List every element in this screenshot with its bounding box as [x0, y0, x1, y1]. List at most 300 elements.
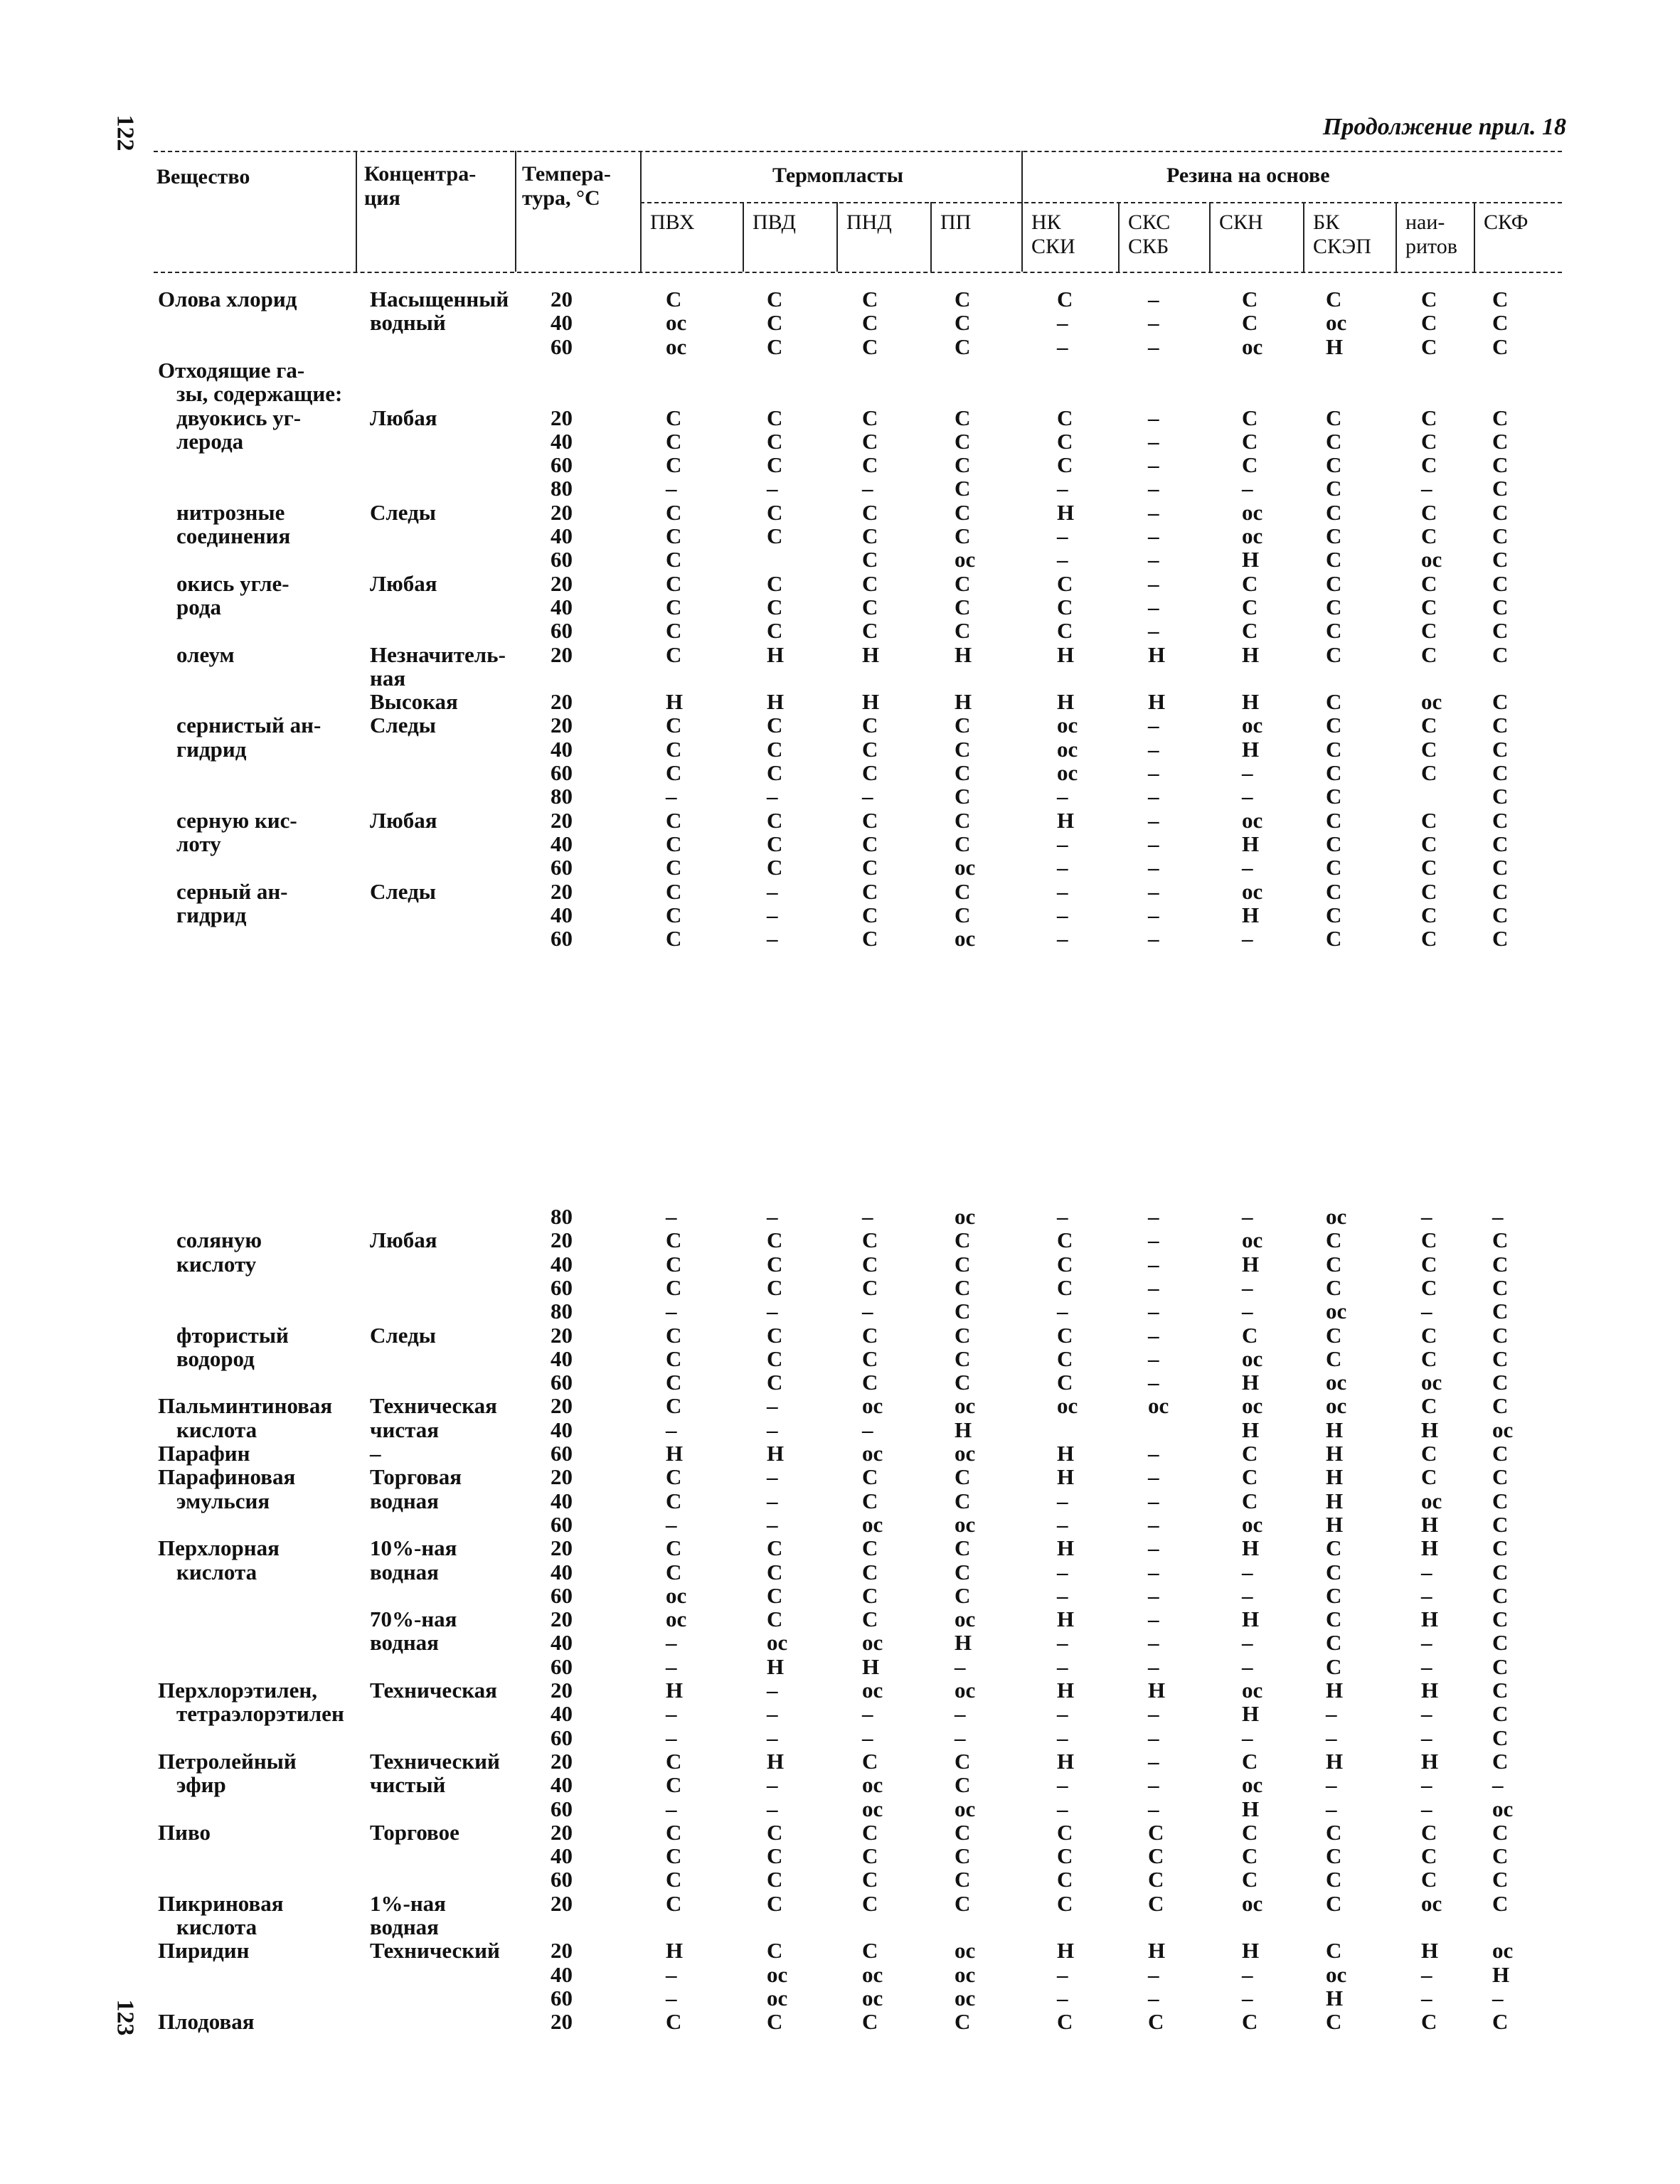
value-cell: ос: [862, 1772, 883, 1798]
value-cell: С: [1326, 405, 1342, 430]
value-cell: –: [666, 1725, 677, 1750]
value-cell: С: [1492, 1748, 1509, 1774]
value-cell: С: [862, 902, 878, 927]
value-cell: С: [1492, 594, 1509, 619]
value-cell: –: [1242, 1985, 1253, 2010]
value-cell: ос: [955, 1441, 976, 1466]
value-cell: С: [1492, 1630, 1509, 1656]
value-cell: –: [767, 902, 778, 927]
value-cell: С: [767, 594, 783, 619]
value-cell: С: [1492, 713, 1509, 738]
substance-cell: Пиво: [158, 1819, 211, 1845]
value-cell: С: [862, 499, 878, 525]
temperature-cell: 20: [551, 1464, 573, 1490]
value-cell: С: [955, 713, 971, 738]
value-cell: Н: [1326, 1417, 1344, 1442]
value-cell: –: [1148, 523, 1159, 548]
column-header-9: СКФ: [1484, 211, 1529, 234]
value-cell: С: [1492, 1464, 1509, 1490]
value-cell: С: [767, 618, 783, 644]
value-cell: Н: [862, 1653, 880, 1679]
value-cell: –: [1242, 926, 1253, 952]
temperature-cell: 60: [551, 1796, 573, 1821]
value-cell: С: [1492, 1227, 1509, 1253]
value-cell: С: [1057, 1370, 1073, 1395]
temperature-cell: 60: [551, 926, 573, 952]
value-cell: –: [767, 1488, 778, 1513]
substance-cell: Парафин: [158, 1441, 250, 1466]
value-cell: С: [1242, 310, 1258, 336]
value-cell: С: [955, 807, 971, 833]
temperature-cell: 60: [551, 618, 573, 644]
value-cell: ос: [767, 1985, 788, 2010]
value-cell: –: [1326, 1796, 1337, 1821]
value-cell: Н: [1057, 499, 1075, 525]
value-cell: С: [955, 570, 971, 596]
value-cell: –: [1148, 405, 1159, 430]
value-cell: –: [1057, 1772, 1068, 1798]
value-cell: С: [767, 807, 783, 833]
temperature-cell: 40: [551, 902, 573, 927]
value-cell: ос: [1242, 523, 1263, 548]
value-cell: Н: [1057, 1938, 1075, 1964]
value-cell: С: [862, 1867, 878, 1892]
value-cell: С: [1242, 570, 1258, 596]
value-cell: С: [1421, 594, 1437, 619]
temperature-cell: 60: [551, 1511, 573, 1537]
value-cell: С: [666, 1488, 682, 1513]
temperature-cell: 20: [551, 2009, 573, 2035]
value-cell: С: [1057, 618, 1073, 644]
value-cell: Н: [1421, 1417, 1439, 1442]
page-number-top: 122: [112, 114, 139, 151]
value-cell: –: [1421, 1772, 1432, 1798]
col-divider: [743, 202, 744, 272]
value-cell: С: [767, 1535, 783, 1561]
value-cell: –: [1242, 1274, 1253, 1300]
value-cell: С: [1421, 1441, 1437, 1466]
value-cell: –: [862, 1299, 873, 1324]
header-top-rule: [154, 151, 1562, 152]
temperature-cell: 40: [551, 1772, 573, 1798]
header-temperature-1: Темпера-: [522, 162, 611, 186]
value-cell: С: [1421, 1274, 1437, 1300]
temperature-cell: 20: [551, 1393, 573, 1419]
value-cell: ос: [955, 1678, 976, 1703]
value-cell: –: [1242, 855, 1253, 880]
value-cell: С: [1057, 1274, 1073, 1300]
value-cell: С: [955, 878, 971, 904]
value-cell: С: [1326, 641, 1342, 667]
value-cell: С: [767, 1843, 783, 1869]
value-cell: –: [1148, 570, 1159, 596]
substance-cell: фтористый: [176, 1322, 289, 1348]
value-cell: С: [955, 1322, 971, 1348]
value-cell: С: [955, 405, 971, 430]
value-cell: Н: [1242, 1701, 1260, 1727]
col-divider: [930, 202, 932, 272]
column-header-0: ПВХ: [650, 211, 695, 234]
value-cell: С: [1326, 287, 1342, 311]
value-cell: С: [666, 713, 682, 738]
value-cell: С: [862, 594, 878, 619]
value-cell: Н: [1148, 689, 1166, 715]
concentration-cell: Техническая: [370, 1678, 497, 1703]
value-cell: С: [666, 641, 682, 667]
value-cell: С: [666, 523, 682, 548]
substance-cell: кислота: [176, 1914, 257, 1939]
value-cell: –: [1148, 1274, 1159, 1300]
value-cell: С: [767, 499, 783, 525]
value-cell: С: [955, 1867, 971, 1892]
value-cell: –: [767, 1299, 778, 1324]
value-cell: С: [1326, 1630, 1342, 1656]
value-cell: С: [862, 310, 878, 336]
value-cell: С: [862, 1346, 878, 1371]
column-header-1: ПВД: [753, 211, 796, 234]
col-divider: [1021, 151, 1023, 272]
value-cell: С: [1326, 452, 1342, 478]
value-cell: –: [1148, 476, 1159, 501]
value-cell: С: [955, 523, 971, 548]
value-cell: С: [666, 1370, 682, 1395]
concentration-cell: 10%-ная: [370, 1535, 457, 1561]
temperature-cell: 20: [551, 570, 573, 596]
value-cell: С: [666, 1819, 682, 1845]
value-cell: ос: [666, 310, 687, 336]
value-cell: С: [1421, 1867, 1437, 1892]
value-cell: С: [666, 452, 682, 478]
value-cell: –: [1148, 499, 1159, 525]
value-cell: С: [862, 1227, 878, 1253]
value-cell: С: [1421, 878, 1437, 904]
substance-cell: рода: [176, 594, 222, 619]
value-cell: ос: [1326, 1961, 1347, 1987]
temperature-cell: 60: [551, 1274, 573, 1300]
value-cell: Н: [1421, 1938, 1439, 1964]
value-cell: ос: [1242, 1393, 1263, 1419]
temperature-cell: 20: [551, 1748, 573, 1774]
value-cell: –: [1421, 1630, 1432, 1656]
value-cell: С: [767, 831, 783, 856]
value-cell: –: [862, 1417, 873, 1442]
concentration-cell: водная: [370, 1559, 439, 1584]
concentration-cell: Торговое: [370, 1819, 459, 1845]
column-header-5: СКС: [1128, 211, 1171, 234]
value-cell: С: [1421, 902, 1437, 927]
value-cell: С: [1242, 594, 1258, 619]
value-cell: С: [862, 807, 878, 833]
value-cell: С: [1326, 855, 1342, 880]
value-cell: С: [1326, 926, 1342, 952]
value-cell: С: [1492, 334, 1509, 359]
temperature-cell: 40: [551, 594, 573, 619]
value-cell: С: [767, 1607, 783, 1632]
value-cell: С: [862, 1535, 878, 1561]
value-cell: Н: [767, 689, 785, 715]
value-cell: ос: [862, 1511, 883, 1537]
value-cell: –: [666, 1701, 677, 1727]
temperature-cell: 40: [551, 1346, 573, 1371]
value-cell: ос: [1242, 807, 1263, 833]
value-cell: С: [1421, 334, 1437, 359]
temperature-cell: 60: [551, 1985, 573, 2010]
value-cell: С: [955, 1274, 971, 1300]
value-cell: С: [666, 736, 682, 762]
column-header-7: СКЭП: [1313, 235, 1371, 258]
value-cell: С: [955, 452, 971, 478]
value-cell: –: [767, 1725, 778, 1750]
value-cell: С: [1421, 618, 1437, 644]
value-cell: С: [1242, 1819, 1258, 1845]
value-cell: –: [1242, 1204, 1253, 1229]
substance-cell: Олова хлорид: [158, 287, 297, 311]
value-cell: С: [1057, 287, 1073, 311]
value-cell: С: [1148, 1819, 1164, 1845]
value-cell: ос: [767, 1630, 788, 1656]
value-cell: С: [1057, 594, 1073, 619]
value-cell: –: [1057, 784, 1068, 809]
concentration-cell: Следы: [370, 713, 437, 738]
substance-cell: кислоту: [176, 1251, 257, 1277]
value-cell: С: [1492, 1322, 1509, 1348]
value-cell: С: [1326, 2009, 1342, 2035]
value-cell: Н: [1057, 1748, 1075, 1774]
continuation-title: Продолжение прил. 18: [1322, 114, 1566, 140]
value-cell: ос: [955, 1511, 976, 1537]
value-cell: –: [955, 1701, 966, 1727]
value-cell: С: [1492, 452, 1509, 478]
column-header-2: ПНД: [846, 211, 892, 234]
value-cell: –: [1057, 1630, 1068, 1656]
value-cell: –: [666, 1630, 677, 1656]
value-cell: –: [1148, 287, 1159, 311]
value-cell: С: [1421, 452, 1437, 478]
value-cell: ос: [955, 1204, 976, 1229]
value-cell: С: [1057, 428, 1073, 454]
concentration-cell: 70%-ная: [370, 1607, 457, 1632]
value-cell: С: [955, 428, 971, 454]
value-cell: –: [767, 878, 778, 904]
value-cell: С: [1492, 878, 1509, 904]
value-cell: –: [1326, 1772, 1337, 1798]
substance-cell: Пиридин: [158, 1938, 250, 1964]
value-cell: С: [767, 523, 783, 548]
value-cell: –: [1057, 1299, 1068, 1324]
value-cell: С: [666, 287, 682, 311]
value-cell: –: [767, 476, 778, 501]
value-cell: –: [1148, 1559, 1159, 1584]
value-cell: ос: [862, 1678, 883, 1703]
value-cell: –: [1148, 1630, 1159, 1656]
temperature-cell: 60: [551, 1582, 573, 1608]
value-cell: С: [666, 428, 682, 454]
value-cell: С: [666, 1274, 682, 1300]
value-cell: С: [767, 1227, 783, 1253]
value-cell: –: [1148, 1653, 1159, 1679]
value-cell: Н: [1242, 547, 1260, 572]
value-cell: –: [955, 1725, 966, 1750]
value-cell: –: [1421, 1559, 1432, 1584]
value-cell: С: [1326, 523, 1342, 548]
value-cell: С: [1326, 1535, 1342, 1561]
value-cell: –: [1148, 831, 1159, 856]
value-cell: –: [1057, 1725, 1068, 1750]
value-cell: С: [1421, 310, 1437, 336]
value-cell: –: [666, 1204, 677, 1229]
value-cell: С: [955, 1370, 971, 1395]
substance-cell: олеум: [176, 641, 235, 667]
value-cell: С: [767, 1867, 783, 1892]
concentration-cell: Насыщенный: [370, 287, 509, 311]
value-cell: –: [1057, 878, 1068, 904]
value-cell: С: [767, 452, 783, 478]
value-cell: С: [1242, 428, 1258, 454]
value-cell: –: [1242, 1559, 1253, 1584]
value-cell: –: [1057, 1701, 1068, 1727]
value-cell: –: [666, 476, 677, 501]
value-cell: –: [1326, 1701, 1337, 1727]
value-cell: С: [1326, 1251, 1342, 1277]
value-cell: ос: [1421, 1370, 1442, 1395]
value-cell: ос: [1421, 1890, 1442, 1916]
value-cell: –: [1148, 1322, 1159, 1348]
value-cell: Н: [1421, 1607, 1439, 1632]
value-cell: –: [1148, 334, 1159, 359]
value-cell: С: [767, 310, 783, 336]
substance-cell: водород: [176, 1346, 255, 1371]
value-cell: Н: [862, 689, 880, 715]
value-cell: ос: [1057, 1393, 1078, 1419]
value-cell: С: [1421, 499, 1437, 525]
value-cell: –: [1057, 1204, 1068, 1229]
value-cell: –: [1492, 1985, 1504, 2010]
value-cell: С: [767, 1346, 783, 1371]
value-cell: С: [1492, 1701, 1509, 1727]
value-cell: С: [1421, 523, 1437, 548]
value-cell: –: [1148, 736, 1159, 762]
temperature-cell: 60: [551, 1867, 573, 1892]
value-cell: С: [1421, 1346, 1437, 1371]
value-cell: С: [1326, 1346, 1342, 1371]
value-cell: С: [1421, 570, 1437, 596]
value-cell: С: [1492, 1559, 1509, 1584]
value-cell: С: [1492, 287, 1509, 311]
value-cell: –: [1148, 1488, 1159, 1513]
value-cell: –: [1421, 1299, 1432, 1324]
value-cell: –: [1421, 1204, 1432, 1229]
value-cell: С: [1421, 760, 1437, 785]
temperature-cell: 20: [551, 499, 573, 525]
value-cell: С: [1326, 831, 1342, 856]
value-cell: С: [862, 1559, 878, 1584]
value-cell: С: [666, 831, 682, 856]
temperature-cell: 20: [551, 1227, 573, 1253]
value-cell: ос: [1242, 1772, 1263, 1798]
value-cell: С: [955, 831, 971, 856]
substance-cell: Перхлорэтилен,: [158, 1678, 317, 1703]
value-cell: –: [1148, 1961, 1159, 1987]
value-cell: С: [1242, 1867, 1258, 1892]
value-cell: С: [862, 570, 878, 596]
column-header-8: ритов: [1405, 235, 1457, 258]
value-cell: С: [767, 334, 783, 359]
temperature-cell: 40: [551, 1843, 573, 1869]
value-cell: ос: [955, 547, 976, 572]
value-cell: С: [862, 1582, 878, 1608]
value-cell: –: [1148, 1227, 1159, 1253]
value-cell: –: [1242, 1725, 1253, 1750]
value-cell: Н: [1057, 1535, 1075, 1561]
substance-cell: Перхлорная: [158, 1535, 280, 1561]
value-cell: С: [862, 547, 878, 572]
value-cell: С: [666, 594, 682, 619]
col-divider: [1118, 202, 1120, 272]
value-cell: –: [767, 1511, 778, 1537]
value-cell: –: [1148, 1204, 1159, 1229]
value-cell: С: [666, 405, 682, 430]
substance-cell: серную кис-: [176, 807, 297, 833]
value-cell: –: [1326, 1725, 1337, 1750]
value-cell: С: [1326, 736, 1342, 762]
value-cell: С: [1492, 1678, 1509, 1703]
value-cell: –: [767, 1772, 778, 1798]
value-cell: –: [862, 1725, 873, 1750]
value-cell: С: [1326, 878, 1342, 904]
value-cell: С: [862, 1843, 878, 1869]
value-cell: С: [767, 1938, 783, 1964]
value-cell: ос: [862, 1393, 883, 1419]
concentration-cell: Следы: [370, 499, 437, 525]
value-cell: С: [767, 855, 783, 880]
value-cell: С: [1492, 547, 1509, 572]
value-cell: ос: [666, 334, 687, 359]
value-cell: С: [1492, 1511, 1509, 1537]
value-cell: С: [666, 855, 682, 880]
value-cell: –: [1057, 1511, 1068, 1537]
value-cell: –: [767, 926, 778, 952]
value-cell: –: [767, 1678, 778, 1703]
concentration-cell: Любая: [370, 405, 437, 430]
value-cell: С: [666, 1322, 682, 1348]
value-cell: ос: [1242, 1227, 1263, 1253]
temperature-cell: 40: [551, 1961, 573, 1987]
col-divider: [515, 151, 516, 272]
temperature-cell: 40: [551, 1559, 573, 1584]
value-cell: С: [1492, 760, 1509, 785]
value-cell: Н: [1326, 334, 1344, 359]
value-cell: –: [1148, 1511, 1159, 1537]
value-cell: С: [1492, 736, 1509, 762]
temperature-cell: 20: [551, 689, 573, 715]
value-cell: С: [1492, 1299, 1509, 1324]
column-header-6: СКН: [1219, 211, 1263, 234]
value-cell: С: [862, 334, 878, 359]
value-cell: С: [862, 2009, 878, 2035]
value-cell: –: [1421, 1653, 1432, 1679]
value-cell: –: [1057, 831, 1068, 856]
concentration-cell: ная: [370, 665, 406, 691]
value-cell: Н: [1492, 1961, 1510, 1987]
value-cell: С: [1326, 807, 1342, 833]
value-cell: С: [1492, 2009, 1509, 2035]
value-cell: С: [1421, 1819, 1437, 1845]
value-cell: Н: [666, 1678, 684, 1703]
value-cell: –: [767, 1796, 778, 1821]
temperature-cell: 60: [551, 1653, 573, 1679]
value-cell: С: [955, 618, 971, 644]
value-cell: С: [862, 618, 878, 644]
